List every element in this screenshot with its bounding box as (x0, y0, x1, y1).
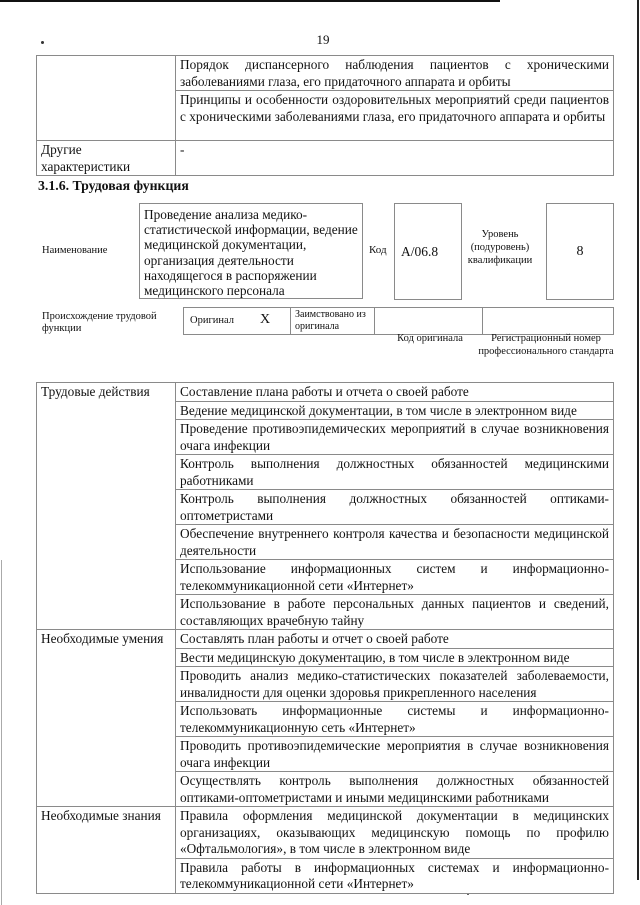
scan-edge-top (0, 0, 500, 2)
section-heading: 3.1.6. Трудовая функция (38, 178, 189, 193)
qualification-level-label: Уровень (подуровень) квалификации (467, 229, 533, 266)
origin-code-cell (375, 308, 483, 334)
table-row (37, 141, 614, 176)
table-cell: Составлять план работы и отчет о своей работе (176, 630, 614, 649)
reg-number-caption: Регистрационный номер профессионального стандарта (478, 333, 614, 357)
code-box (394, 203, 462, 300)
name-label: Наименование (42, 245, 108, 256)
scan-edge-right (637, 0, 639, 880)
table-cell: Использовать информационные системы и информационно-телекоммуникационную сеть «Интернет» (176, 702, 614, 737)
qualification-level-box (546, 203, 614, 300)
table-cell: Обеспечение внутреннего контроля качества и безопасности медицинской деятельности (176, 525, 614, 560)
table-cell: Проведение противоэпидемических мероприятий в случае возникновения очага инфекции (176, 420, 614, 455)
table-cell: Контроль выполнения должностных обязанностей медицинскими работниками (176, 455, 614, 490)
code-value: A/06.8 (401, 244, 439, 259)
table-cell: Использование в работе персональных данных пациентов и сведений, составляющих врачебную тайну (176, 595, 614, 630)
table-cell: Вести медицинскую документацию, в том числе в электронном виде (176, 648, 614, 667)
row-label: Другие характеристики (37, 141, 176, 176)
origin-original-mark: X (260, 312, 271, 327)
table-cell: Порядок диспансерного наблюдения пациентов с хроническими заболеваниями глаза, его придаточного аппарата и орбиты (176, 56, 614, 91)
continuation-table (36, 55, 614, 176)
group-label-skills: Необходимые умения (37, 630, 176, 807)
scan-speck (41, 41, 44, 44)
code-label: Код (369, 244, 387, 256)
labor-function-table (36, 382, 614, 894)
page-number: 19 (316, 32, 330, 47)
table-row (37, 383, 614, 402)
table-cell: Контроль выполнения должностных обязанностей оптиками-оптометристами (176, 490, 614, 525)
table-row (37, 807, 614, 859)
origin-label: Происхождение трудовой функции (42, 311, 157, 334)
origin-borrowed-cell (291, 308, 375, 334)
origin-reg-number-cell (483, 308, 613, 334)
origin-borrowed-label: Заимствовано из оригинала (295, 309, 366, 332)
table-cell: - (176, 141, 614, 176)
name-value-box: Проведение анализа медико-статистической информации, ведение медицинской документации, организация деятельности находящегося в распоряжении медицинского персонала (139, 203, 363, 299)
table-cell: Ведение медицинской документации, в том числе в электронном виде (176, 401, 614, 420)
table-cell: Принципы и особенности оздоровительных мероприятий среди пациентов с хроническими заболеваниями глаза, его придаточного аппарата и орбиты (176, 91, 614, 141)
table-cell: Использование информационных систем и информационно-телекоммуникационной сети «Интернет» (176, 560, 614, 595)
table-cell: Осуществлять контроль выполнения должностных обязанностей оптиками-оптометристами и иными медицинскими работниками (176, 772, 614, 807)
qualification-level-value: 8 (576, 244, 584, 259)
table-cell: Составление плана работы и отчета о своей работе (176, 383, 614, 402)
origin-original-cell (184, 308, 291, 334)
table-cell: Проводить анализ медико-статистических показателей заболеваемости, инвалидности для оценки здоровья прикрепленного населения (176, 667, 614, 702)
row-label (37, 56, 176, 141)
code-original-caption: Код оригинала (397, 333, 463, 344)
group-label-knowledge: Необходимые знания (37, 807, 176, 894)
table-row (37, 56, 614, 91)
origin-original-label: Оригинал (190, 315, 234, 326)
origin-row (183, 307, 614, 335)
table-row (37, 630, 614, 649)
table-cell: Проводить противоэпидемические мероприятия в случае возникновения очага инфекции (176, 737, 614, 772)
table-cell: Правила работы в информационных системах и информационно-телекоммуникационной сети «Интернет» (176, 858, 614, 893)
table-cell: Правила оформления медицинской документации в медицинских организациях, оказывающих медицинскую помощь по профилю «Офтальмология», в том числе в электронном виде (176, 807, 614, 859)
group-label-actions: Трудовые действия (37, 383, 176, 630)
scan-edge-left (1, 560, 2, 905)
